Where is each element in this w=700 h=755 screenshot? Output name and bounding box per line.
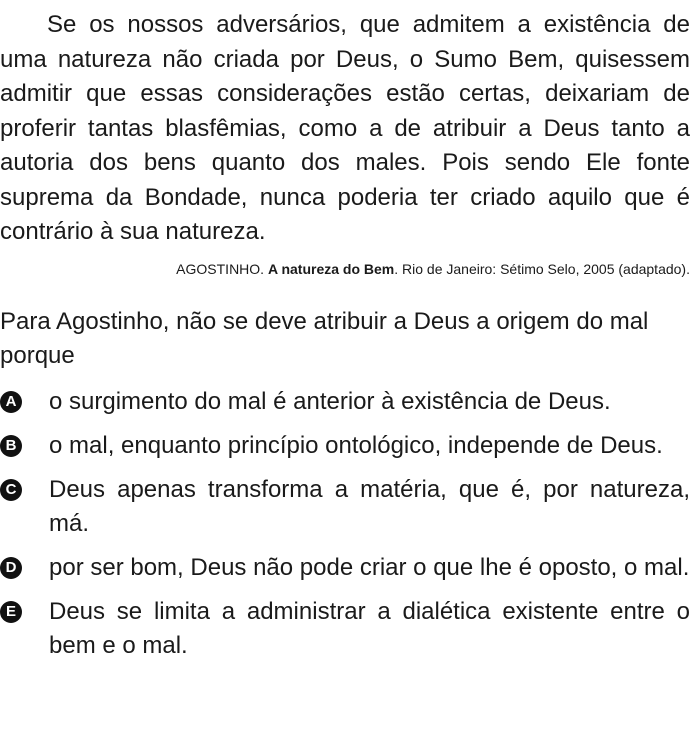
option-letter-e-icon: E xyxy=(0,601,22,623)
question-stem: Para Agostinho, não se deve atribuir a Deus a origem do mal porque xyxy=(0,307,649,369)
option-letter-b-icon: B xyxy=(0,435,22,457)
option-text: Deus apenas transforma a matéria, que é, por natureza, má. xyxy=(49,475,690,537)
option-letter-c-icon: C xyxy=(0,479,22,501)
option-a[interactable] xyxy=(0,385,690,419)
option-b[interactable] xyxy=(0,429,690,463)
citation-author: AGOSTINHO. xyxy=(176,260,265,277)
option-letter-a-icon: A xyxy=(0,391,22,413)
answer-options xyxy=(0,385,690,663)
citation xyxy=(0,260,690,278)
option-c[interactable] xyxy=(0,473,690,541)
citation-title: A natureza do Bem xyxy=(267,260,395,277)
option-text: o mal, enquanto princípio ontológico, independe de Deus. xyxy=(49,431,663,459)
option-text: Deus se limita a administrar a dialética existente entre o bem e o mal. xyxy=(49,597,690,659)
exam-question xyxy=(0,8,690,673)
passage-text: Se os nossos adversários, que admitem a existência de uma natureza não criada por Deus, o Sumo Bem, quisessem admitir que essas considerações estão certas, deixariam de proferir tantas blasfêmias, como a de atribuir a Deus tanto a autoria dos bens quanto dos males. Pois sendo Ele fonte suprema da Bondade, nunca poderia ter criado aquilo que é contrário à sua natureza. xyxy=(0,11,690,245)
option-text: o surgimento do mal é anterior à existência de Deus. xyxy=(49,387,611,415)
option-letter-d-icon: D xyxy=(0,557,22,579)
option-d[interactable] xyxy=(0,551,690,585)
citation-details: . Rio de Janeiro: Sétimo Selo, 2005 (adaptado). xyxy=(394,260,690,277)
option-text: por ser bom, Deus não pode criar o que lhe é oposto, o mal. xyxy=(49,553,690,581)
option-e[interactable] xyxy=(0,595,690,663)
